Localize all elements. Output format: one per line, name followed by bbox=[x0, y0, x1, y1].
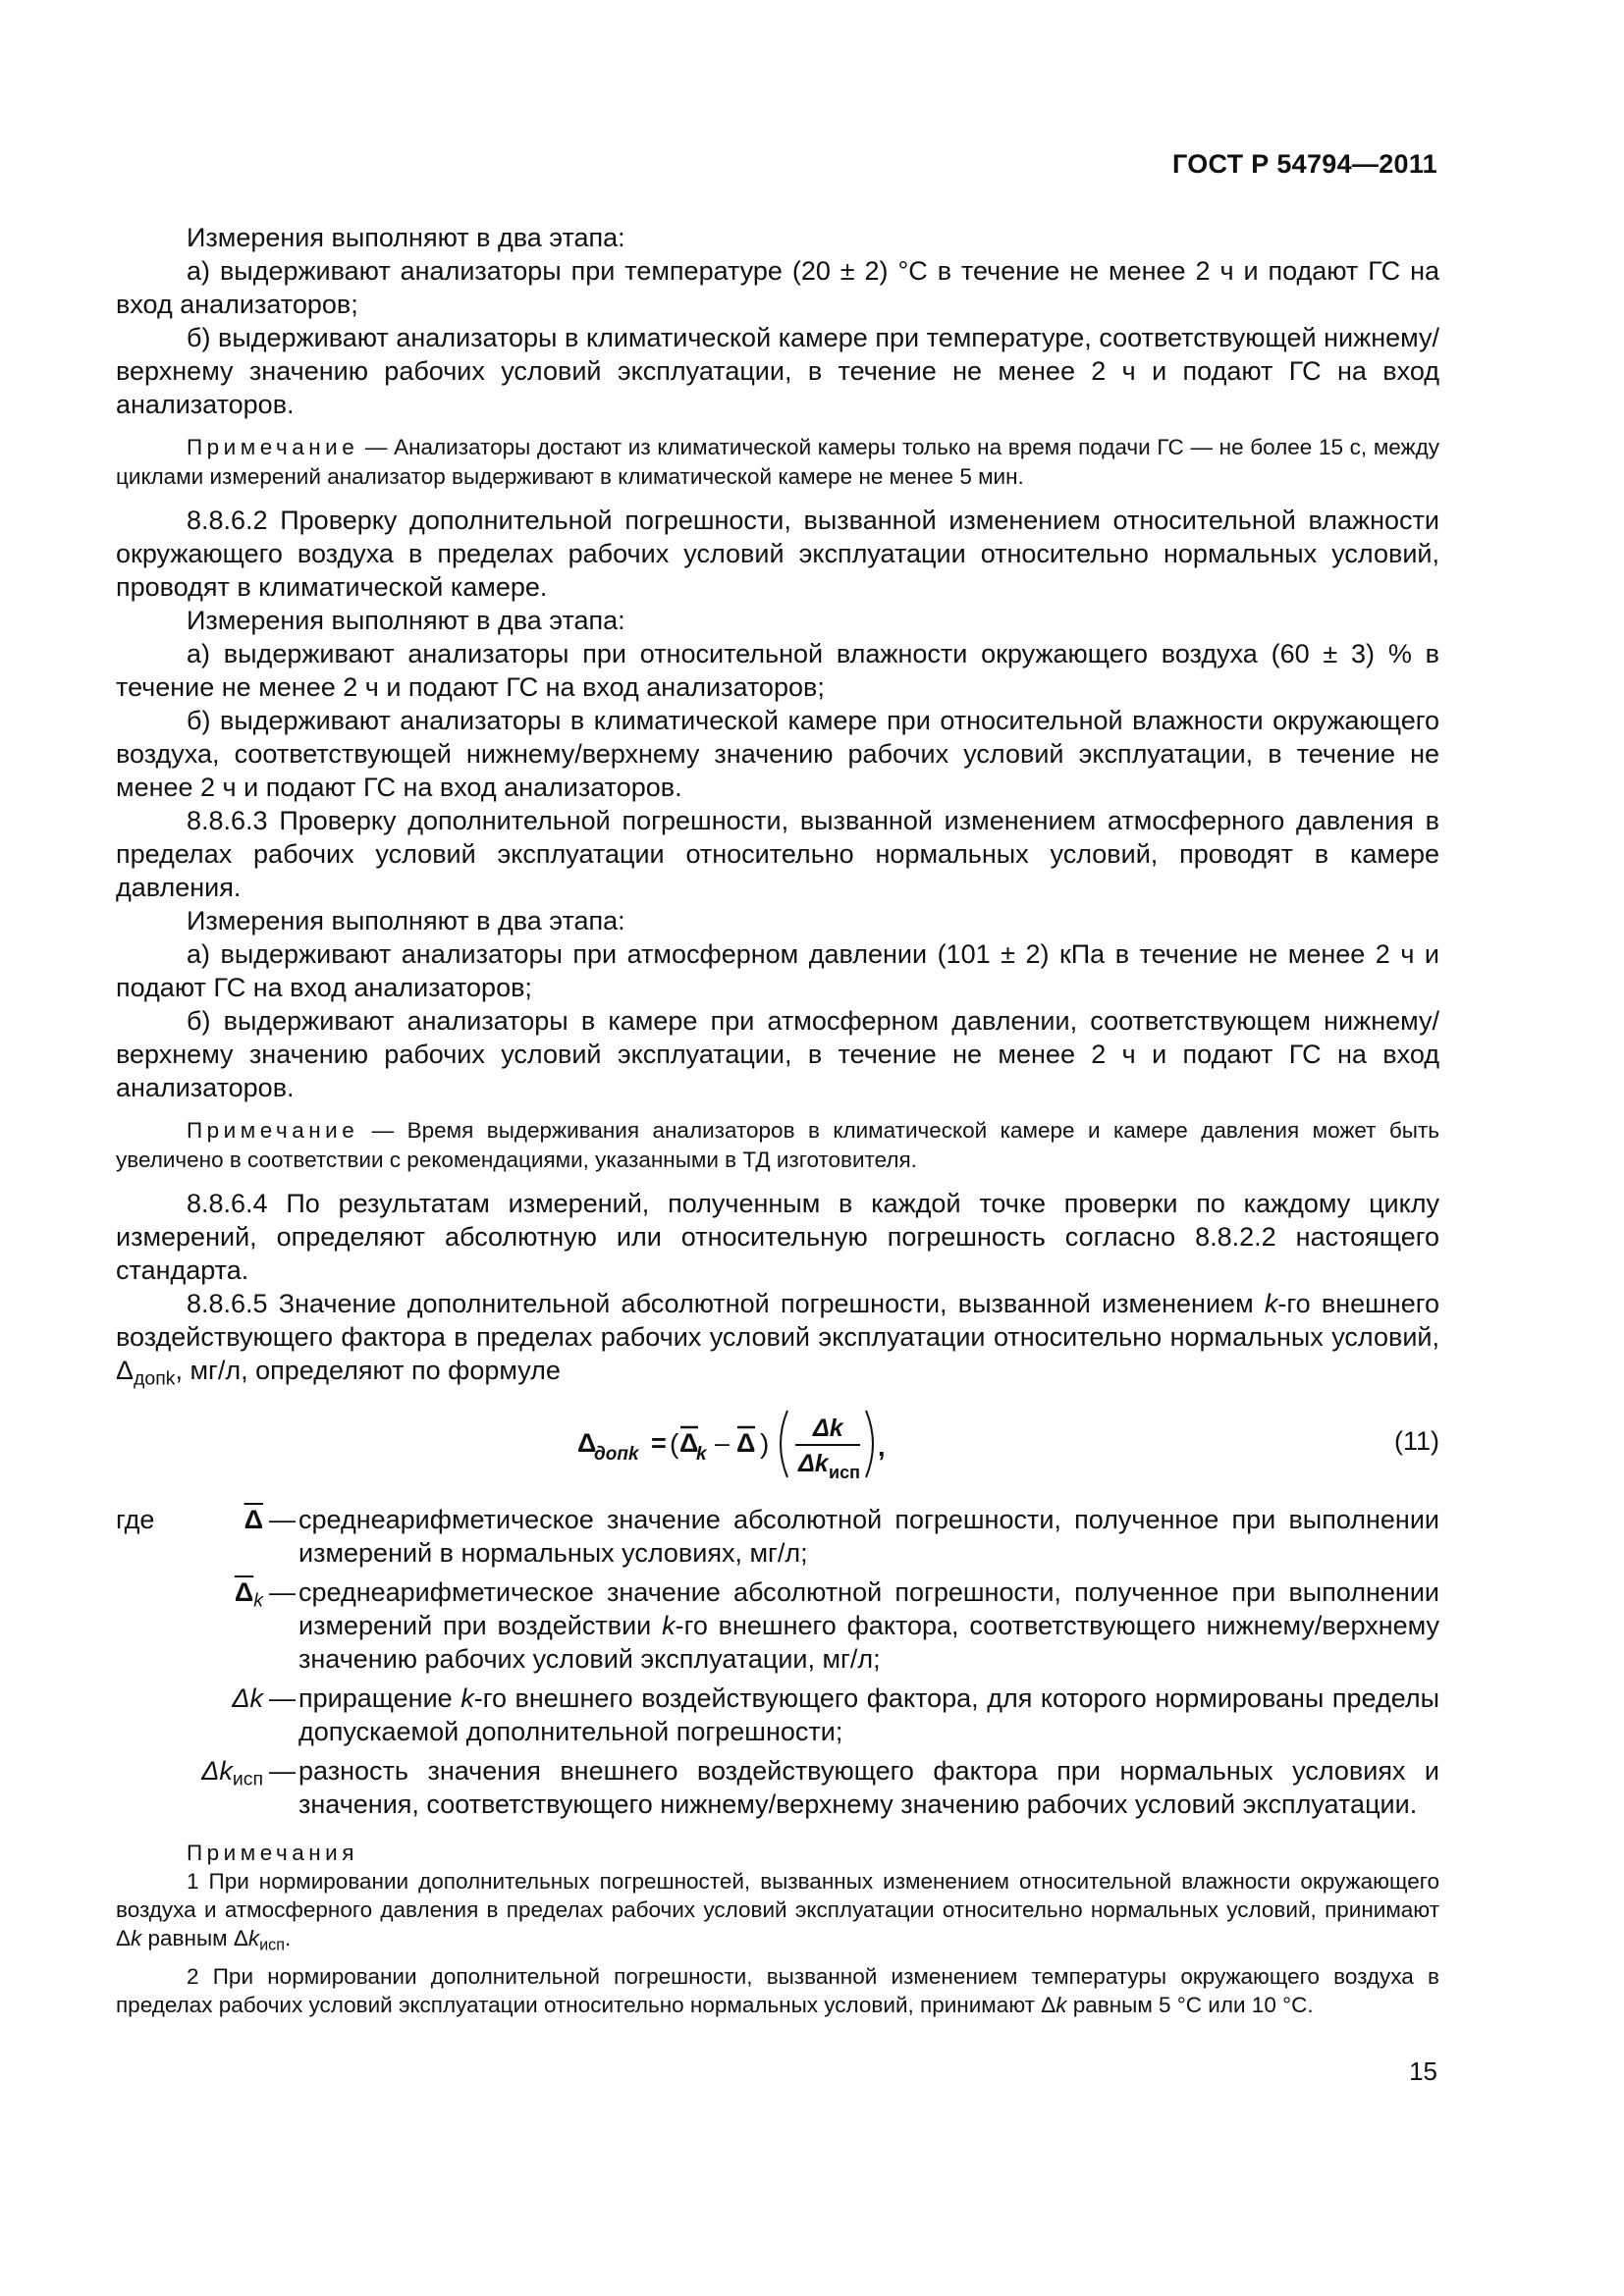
formula-denominator-sub: исп bbox=[829, 1463, 860, 1482]
equation-number: (11) bbox=[1393, 1426, 1439, 1456]
paragraph: Измерения выполняют в два этапа: bbox=[187, 606, 625, 635]
note-text: — Время выдерживания анализаторов в климатической камере и камере давления может быть увеличено в соответствии с рекомендациями, указанными в ТД изготовителя. bbox=[116, 1118, 1439, 1172]
paragraph: Измерения выполняют в два этапа: bbox=[187, 223, 625, 252]
formula-d1: Δ bbox=[679, 1428, 699, 1458]
formula-denominator: Δk bbox=[798, 1450, 829, 1477]
formula-d1-sub: k bbox=[696, 1444, 707, 1465]
paragraph: б) выдерживают анализаторы в климатической камере при относительной влажности окружающего воздуха, соответствующей нижнему/верхнему значению рабочих условий эксплуатации, в течение не менее 2 ч и подают ГС на вход анализаторов. bbox=[116, 706, 1439, 802]
paragraph: б) выдерживают анализаторы в климатической камере при температуре, соответствующей нижнему/верхнему значению рабочих условий эксплуатации, в течение не менее 2 ч и подают ГС на вход анализаторов. bbox=[116, 323, 1439, 419]
formula-11 bbox=[116, 1401, 1439, 1487]
paragraph: 8.8.6.3 Проверку дополнительной погрешности, вызванной изменением атмосферного давления в пределах рабочих условий эксплуатации относительно нормальных условий, проводят в камере давления. bbox=[116, 806, 1439, 902]
formula-graphic bbox=[577, 1401, 1029, 1487]
paragraph: 8.8.6.4 По результатам измерений, полученным в каждой точке проверки по каждому циклу измерений, определяют абсолютную или относительную погрешность согласно 8.8.2.2 настоящего стандарта. bbox=[116, 1189, 1439, 1285]
formula-lhs: Δ bbox=[577, 1428, 597, 1458]
where-item: $\Delta k_{исп}$ — разность значения внешнего воздействующего фактора при нормальных условиях и значения, соответствующего нижнему/верхнему значению рабочих условий эксплуатации. bbox=[201, 1756, 1439, 1819]
paragraph: б) выдерживают анализаторы в камере при атмосферном давлении, соответствующем нижнему/верхнему значению рабочих условий эксплуатации, в течение не менее 2 ч и подают ГС на вход анализаторов. bbox=[116, 1006, 1439, 1102]
formula-close-paren: ) bbox=[760, 1428, 770, 1459]
formula-minus: – bbox=[715, 1428, 731, 1458]
formula-comma: , bbox=[878, 1432, 886, 1462]
where-item: где $\overline{\Delta}$ — среднеарифметическое значение абсолютной погрешности, полученное при выполнении измерений в нормальных условиях, мг/л; bbox=[116, 1505, 1439, 1568]
where-item: Δk — приращение k-го внешнего воздействующего фактора, для которого нормированы пределы допускаемой дополнительной погрешности; bbox=[232, 1683, 1439, 1746]
document-header: ГОСТ Р 54794—2011 bbox=[1171, 149, 1437, 179]
formula-d2: Δ bbox=[736, 1428, 756, 1458]
paragraph: 8.8.6.5 Значение дополнительной абсолютной погрешности, вызванной изменением k-го внешнего воздействующего фактора в пределах рабочих условий эксплуатации относительно нормальных условий, $\Delta_{допk}$, мг/л, определяют по формуле bbox=[116, 1289, 1439, 1390]
paragraph: а) выдерживают анализаторы при относительной влажности окружающего воздуха (60 ± 3) % в течение не менее 2 ч и подают ГС на вход анализаторов; bbox=[116, 639, 1439, 702]
page-body bbox=[116, 221, 1439, 2019]
symbol: Δk bbox=[201, 1756, 233, 1786]
symbol: Δk bbox=[232, 1683, 263, 1713]
paragraph: 8.8.6.2 Проверку дополнительной погрешности, вызванной изменением относительной влажности окружающего воздуха в пределах рабочих условий эксплуатации относительно нормальных условий, проводят в климатической камере. bbox=[116, 506, 1439, 602]
formula-big-paren-left bbox=[781, 1411, 787, 1477]
notes-block bbox=[116, 1839, 1439, 2019]
paragraph: а) выдерживают анализаторы при температуре (20 ± 2) °C в течение не менее 2 ч и подают ГС на вход анализаторов; bbox=[116, 256, 1439, 319]
note-item-1: 1 При нормировании дополнительных погрешностей, вызванных изменением относительной влажности окружающего воздуха и атмосферного давления в пределах рабочих условий эксплуатации относительно нормальных условий, принимают Δk равным $\Delta k_{исп}$. bbox=[116, 1869, 1439, 1954]
formula-big-paren-right bbox=[866, 1411, 873, 1477]
note-text: — Анализаторы достают из климатической камеры только на время подачи ГС — не более 15 с, между циклами измерений анализатор выдерживают в климатической камере не менее 5 мин. bbox=[116, 435, 1439, 489]
symbol: $\overline{\Delta}$ bbox=[234, 1577, 254, 1607]
note-2 bbox=[116, 1116, 1439, 1175]
paragraph: а) выдерживают анализаторы при атмосферном давлении (101 ± 2) кПа в течение не менее 2 ч и подают ГС на вход анализаторов; bbox=[116, 939, 1439, 1002]
formula-lhs-sub: допk bbox=[594, 1444, 639, 1465]
page-number: 15 bbox=[1409, 2056, 1437, 2086]
note-label: Примечание bbox=[187, 435, 359, 459]
symbol: $\overline{\Delta}$ bbox=[244, 1505, 263, 1534]
notes-title: Примечания bbox=[187, 1841, 358, 1865]
note-1 bbox=[116, 433, 1439, 492]
note-label: Примечание bbox=[187, 1118, 359, 1143]
formula-eq: = bbox=[651, 1428, 667, 1458]
formula-open-paren: ( bbox=[670, 1428, 679, 1459]
paragraph: Измерения выполняют в два этапа: bbox=[187, 906, 625, 935]
formula-numerator: Δk bbox=[813, 1415, 843, 1442]
where-list bbox=[116, 1503, 1439, 1821]
note-item-2: 2 При нормировании дополнительной погрешности, вызванной изменением температуры окружающего воздуха в пределах рабочих условий эксплуатации относительно нормальных условий, принимают Δk равным 5 °C или 10 °C. bbox=[116, 1964, 1439, 2017]
where-item: $\overline{\Delta}_k$ — среднеарифметическое значение абсолютной погрешности, полученное при выполнении измерений при воздействии k-го внешнего фактора, соответствующего нижнему/верхнему значению рабочих условий эксплуатации, мг/л; bbox=[234, 1577, 1439, 1674]
